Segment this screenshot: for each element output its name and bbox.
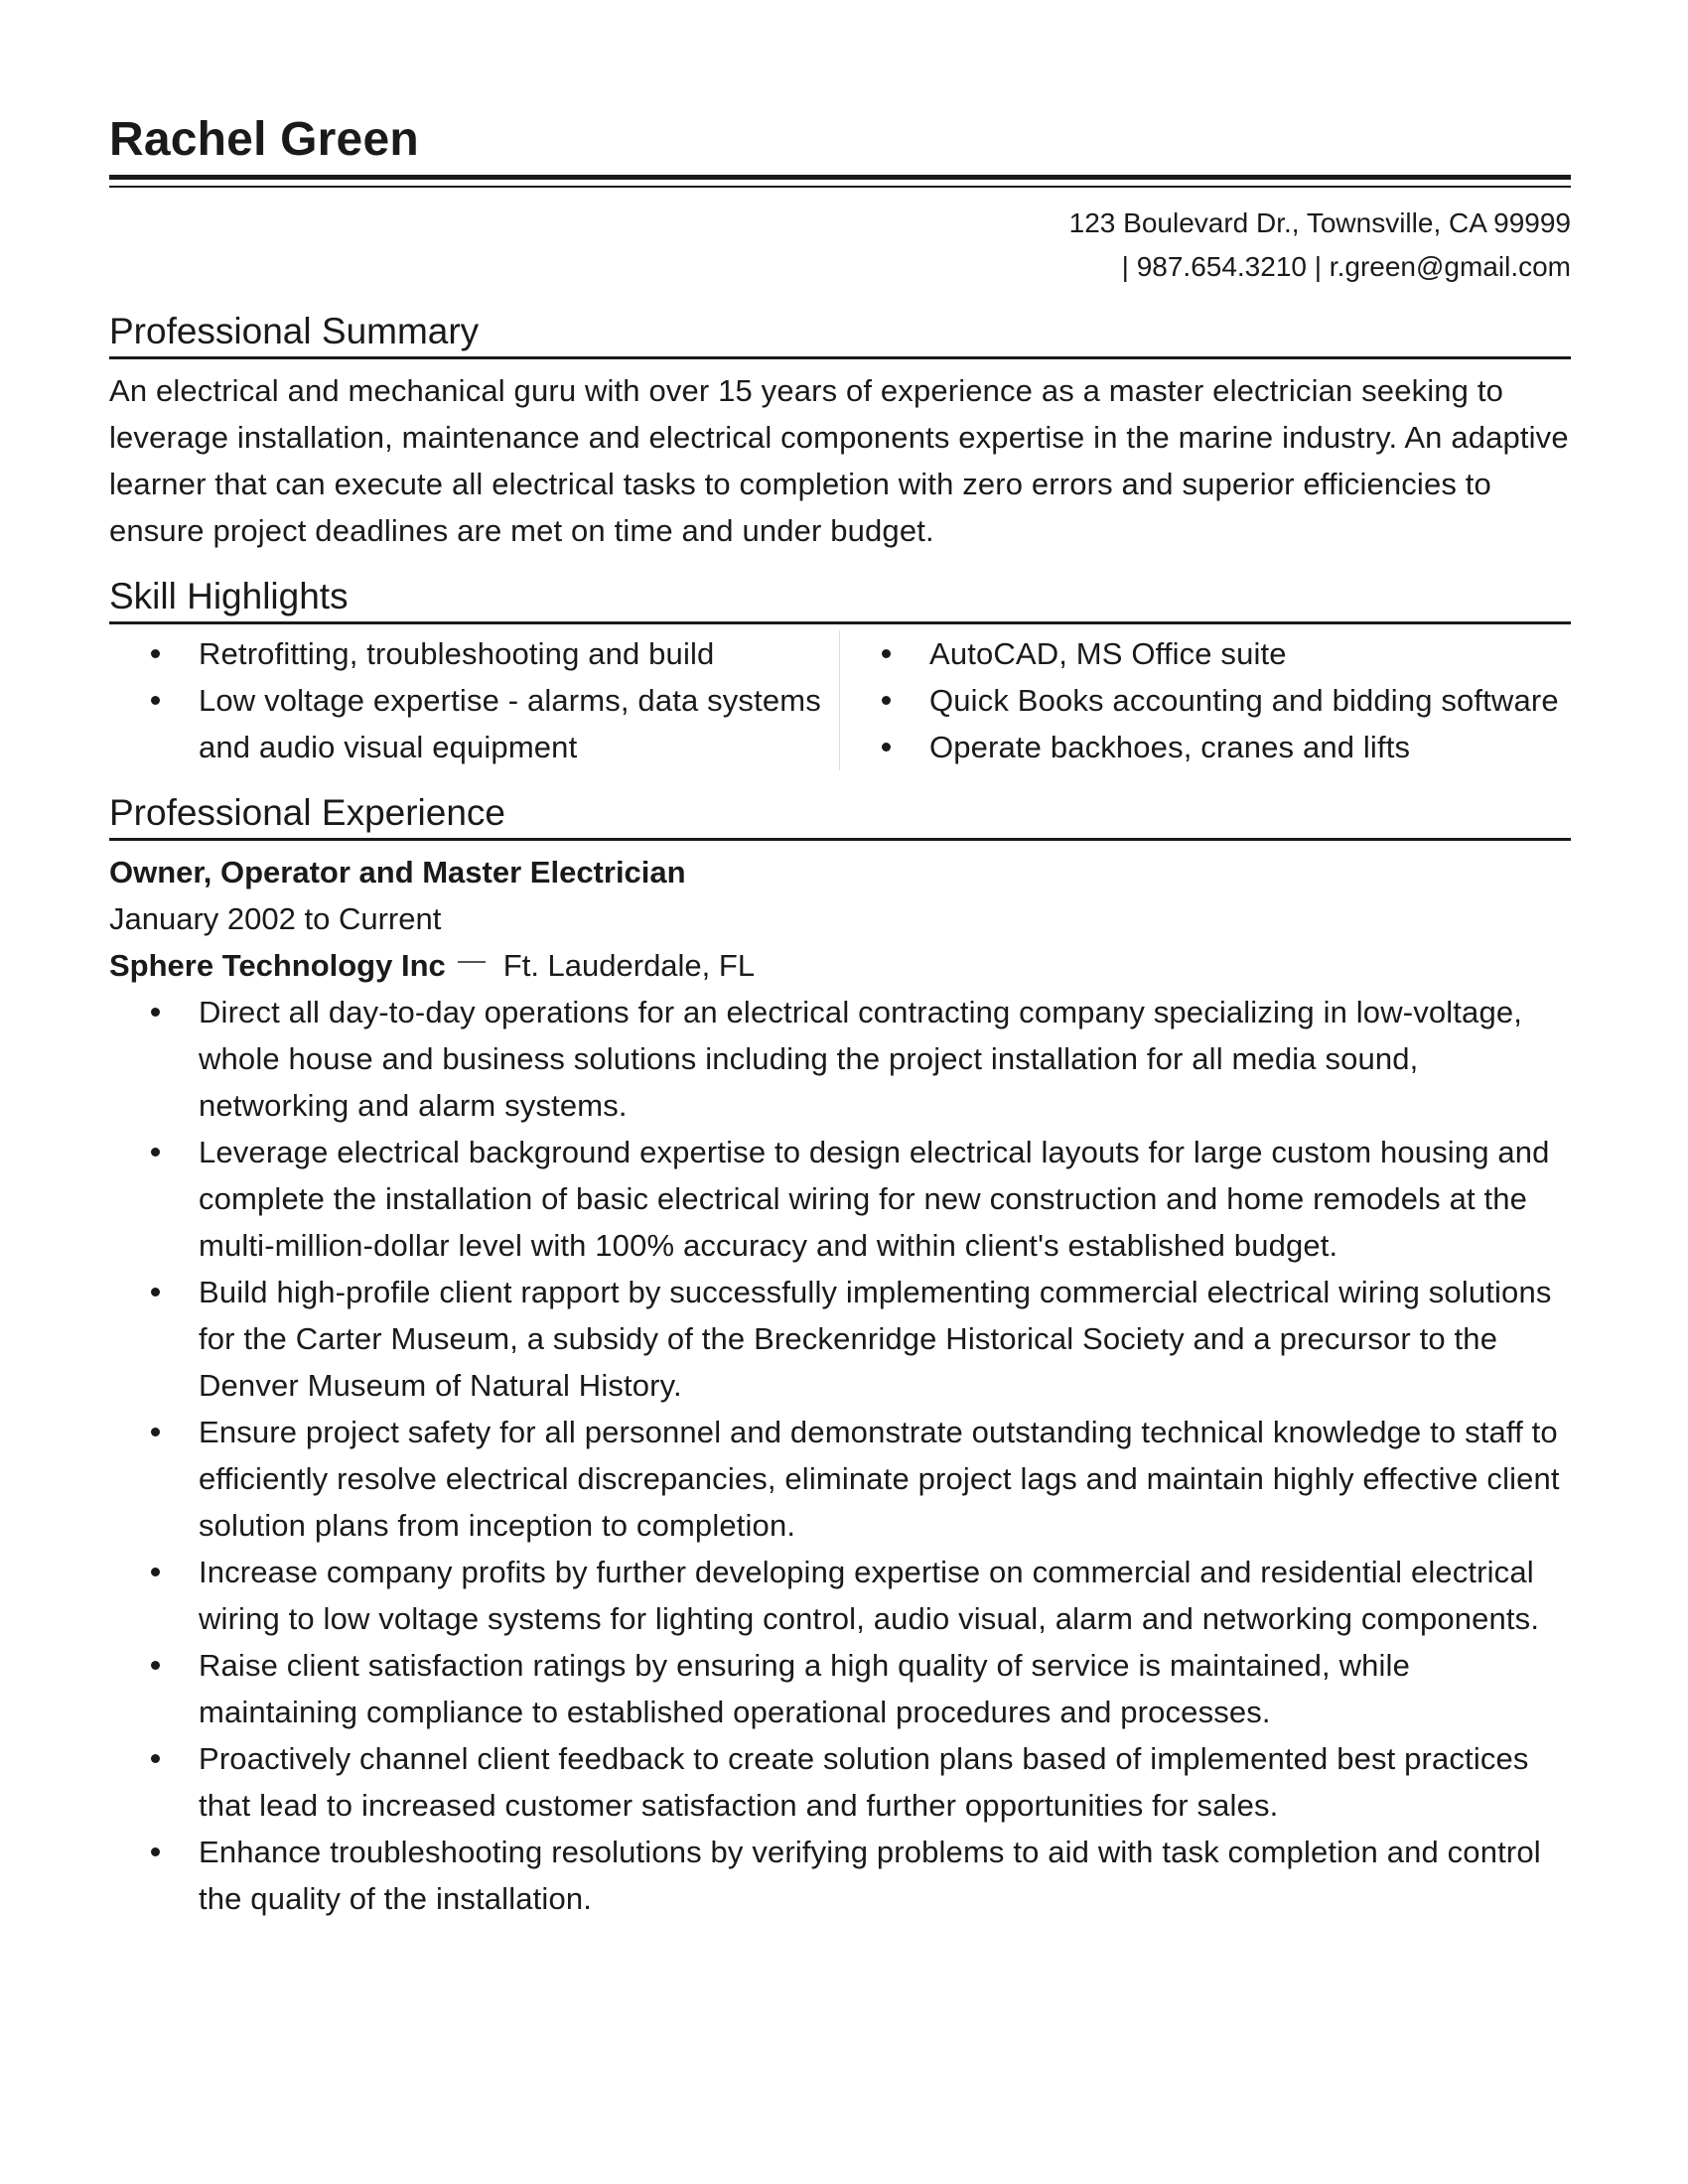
bullet-icon <box>151 696 160 705</box>
job-bullet-text: Raise client satisfaction ratings by ensuring a high quality of service is maintained, while maintaining compliance to established operational procedures and processes. <box>199 1648 1410 1729</box>
job-bullets <box>109 989 1571 1922</box>
skill-item <box>109 677 839 770</box>
bullet-icon <box>882 696 891 705</box>
job-bullet <box>109 1409 1571 1549</box>
bullet-icon <box>151 1568 160 1576</box>
skill-text: Quick Books accounting and bidding software <box>929 683 1559 718</box>
job-entry <box>109 849 1571 1922</box>
summary-heading: Professional Summary <box>109 309 1571 359</box>
job-bullet <box>109 989 1571 1129</box>
skills-heading: Skill Highlights <box>109 574 1571 624</box>
skills-column-left <box>109 630 840 770</box>
job-dates: January 2002 to Current <box>109 901 442 936</box>
job-bullet <box>109 1642 1571 1735</box>
job-bullet-text: Direct all day-to-day operations for an electrical contracting company specializing in low-voltage, whole house and business solutions including the project installation for all media sound, networking and alarm systems. <box>199 995 1522 1123</box>
job-bullet-text: Build high-profile client rapport by successfully implementing commercial electrical wiring solutions for the Carter Museum, a subsidy of the Breckenridge Historical Society and a precursor to the Denver Museum of Natural History. <box>199 1275 1552 1403</box>
skill-text: AutoCAD, MS Office suite <box>929 636 1287 671</box>
job-location: Ft. Lauderdale, FL <box>502 948 756 983</box>
skill-item <box>109 630 839 677</box>
skill-text: Low voltage expertise - alarms, data systems and audio visual equipment <box>199 683 821 764</box>
job-bullet-text: Ensure project safety for all personnel and demonstrate outstanding technical knowledge to staff to efficiently resolve electrical discrepancies, eliminate project lags and maintain highly effective client solution plans from inception to completion. <box>199 1415 1560 1543</box>
job-company-line <box>109 942 1571 989</box>
contact-address: 123 Boulevard Dr., Townsville, CA 99999 <box>1068 207 1571 238</box>
bullet-icon <box>151 1428 160 1436</box>
job-title: Owner, Operator and Master Electrician <box>109 855 686 889</box>
name-divider-thin <box>109 186 1571 188</box>
bullet-icon <box>151 1288 160 1297</box>
skill-text: Retrofitting, troubleshooting and build <box>199 636 715 671</box>
job-bullet <box>109 1735 1571 1829</box>
bullet-icon <box>151 1847 160 1856</box>
job-bullet <box>109 1129 1571 1269</box>
bullet-icon <box>151 1754 160 1763</box>
job-bullet-text: Increase company profits by further developing expertise on commercial and residential electrical wiring to low voltage systems for lighting control, audio visual, alarm and networking components. <box>199 1555 1540 1636</box>
job-bullet <box>109 1829 1571 1922</box>
job-bullet <box>109 1549 1571 1642</box>
job-bullet <box>109 1269 1571 1409</box>
contact-block <box>109 202 1571 289</box>
job-bullet-text: Enhance troubleshooting resolutions by verifying problems to aid with task completion and control the quality of the installation. <box>199 1835 1541 1916</box>
bullet-icon <box>151 1008 160 1017</box>
bullet-icon <box>151 1661 160 1670</box>
bullet-icon <box>151 1148 160 1157</box>
contact-phone-email: | 987.654.3210 | r.green@gmail.com <box>1121 251 1571 282</box>
skills-table <box>109 630 1571 770</box>
skill-item <box>840 630 1571 677</box>
skills-list-right <box>840 630 1571 770</box>
skill-item <box>840 677 1571 724</box>
name-divider-thick <box>109 175 1571 180</box>
summary-text: An electrical and mechanical guru with over 15 years of experience as a master electrician seeking to leverage installation, maintenance and electrical components expertise in the marine industry. An adaptive learner that can execute all electrical tasks to completion with zero errors and superior efficiencies to ensure project deadlines are met on time and under budget. <box>109 373 1569 548</box>
resume-page <box>109 109 1571 1922</box>
bullet-icon <box>882 649 891 658</box>
skills-list-left <box>109 630 839 770</box>
experience-heading: Professional Experience <box>109 790 1571 841</box>
skills-column-right <box>840 630 1571 770</box>
dash-separator <box>458 961 486 963</box>
skill-text: Operate backhoes, cranes and lifts <box>929 730 1411 764</box>
candidate-name: Rachel Green <box>109 113 419 166</box>
job-company: Sphere Technology Inc <box>109 948 446 983</box>
skill-item <box>840 724 1571 770</box>
job-bullet-text: Leverage electrical background expertise to design electrical layouts for large custom housing and complete the installation of basic electrical wiring for new construction and home remodels at the multi-million-dollar level with 100% accuracy and within client's established budget. <box>199 1135 1550 1263</box>
bullet-icon <box>882 743 891 751</box>
job-bullet-text: Proactively channel client feedback to create solution plans based of implemented best practices that lead to increased customer satisfaction and further opportunities for sales. <box>199 1741 1529 1823</box>
bullet-icon <box>151 649 160 658</box>
